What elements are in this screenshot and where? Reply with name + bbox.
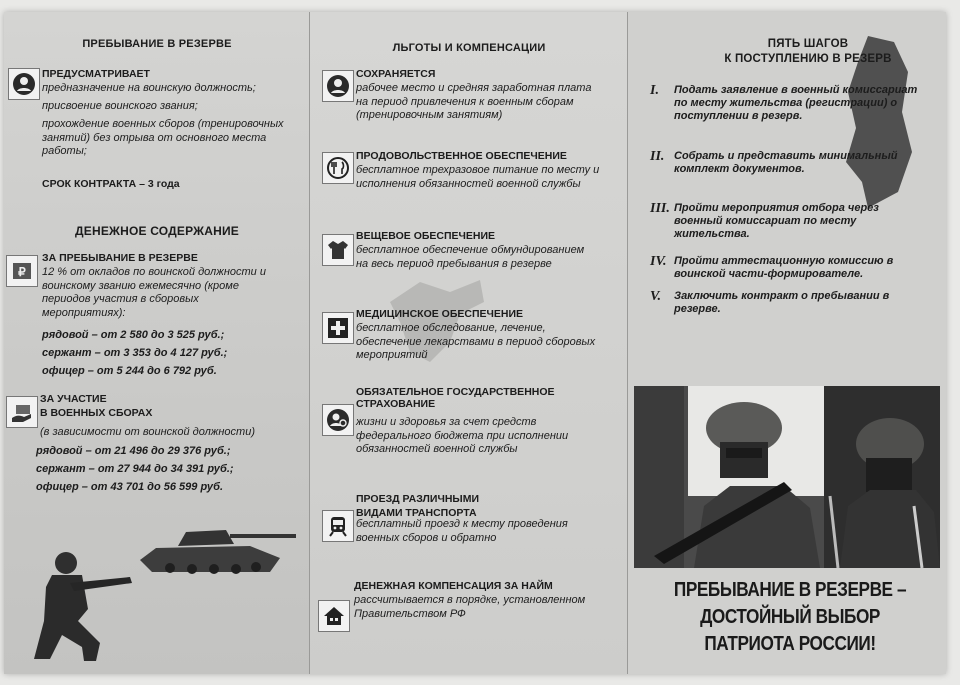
step-item <box>650 290 930 316</box>
provides-line: присвоение воинского звания; <box>42 100 198 112</box>
slogan-line: ПРЕБЫВАНИЕ В РЕЗЕРВЕ – <box>673 579 907 601</box>
step-item <box>650 150 930 176</box>
step-item <box>650 202 930 241</box>
leaflet-sheet <box>4 12 946 674</box>
benefit-heading: ПРОЕЗД РАЗЛИЧНЫМИ ВИДАМИ ТРАНСПОРТА <box>356 493 479 519</box>
medical-cross-icon <box>322 312 354 344</box>
benefits-title: ЛЬГОТЫ И КОМПЕНСАЦИИ <box>392 42 546 54</box>
benefit-text: бесплатный проезд к месту проведения военных сборов и обратно <box>356 518 568 544</box>
benefit-text: бесплатное трехразовое питание по месту и исполнения обязанностей военной службы <box>356 164 600 190</box>
reserve-pay-text: 12 % от окладов по воинской должности и воинскому званию ежемесячно (кроме периодов участия в сборовых мероприятиях): <box>42 266 266 319</box>
person-icon <box>322 70 354 102</box>
svg-text:₽: ₽ <box>18 265 26 279</box>
money-icon <box>6 255 38 287</box>
benefit-heading: ОБЯЗАТЕЛЬНОЕ ГОСУДАРСТВЕННОЕ СТРАХОВАНИЕ <box>356 386 555 410</box>
pay-title: ДЕНЕЖНОЕ СОДЕРЖАНИЕ <box>75 224 239 238</box>
benefit-heading: ПРОДОВОЛЬСТВЕННОЕ ОБЕСПЕЧЕНИЕ <box>356 150 567 162</box>
insurance-icon <box>322 404 354 436</box>
benefit-heading: ВЕЩЕВОЕ ОБЕСПЕЧЕНИЕ <box>356 230 496 242</box>
step-text: Пройти аттестационную комиссию в воинской части-формирователе. <box>674 255 894 280</box>
price-line: офицер – от 43 701 до 56 599 руб. <box>36 481 224 493</box>
cash-hand-icon <box>6 396 38 428</box>
contract-term: СРОК КОНТРАКТА – 3 года <box>42 178 180 190</box>
price-line: сержант – от 27 944 до 34 391 руб.; <box>36 463 234 475</box>
step-text: Пройти мероприятия отбора через военный комиссариат по месту жительства. <box>674 202 879 240</box>
training-heading: ЗА УЧАСТИЕ <box>40 393 107 405</box>
step-number: V. <box>650 289 662 304</box>
soldiers-photo <box>634 386 940 568</box>
price-line: рядовой – от 21 496 до 29 376 руб.; <box>36 445 231 457</box>
reserve-title: ПРЕБЫВАНИЕ В РЕЗЕРВЕ <box>82 38 232 50</box>
uniform-icon <box>322 234 354 266</box>
steps-title: ПЯТЬ ШАГОВ <box>767 38 849 50</box>
slogan-line: ДОСТОЙНЫЙ ВЫБОР <box>700 606 880 628</box>
benefit-text: рабочее место и средняя заработная плата на период привлечения к военным сборам (тренировочным занятиям) <box>356 82 592 121</box>
price-line: сержант – от 3 353 до 4 127 руб.; <box>42 347 228 359</box>
steps-title: К ПОСТУПЛЕНИЮ В РЕЗЕРВ <box>724 53 892 65</box>
training-note: (в зависимости от воинской должности) <box>40 426 255 438</box>
step-number: I. <box>650 83 659 98</box>
benefit-text: бесплатное обеспечение обмундированием на весь период пребывания в резерве <box>356 244 585 270</box>
benefit-heading: ДЕНЕЖНАЯ КОМПЕНСАЦИЯ ЗА НАЙМ <box>354 580 553 592</box>
step-text: Собрать и представить минимальный комплект документов. <box>674 150 898 175</box>
slogan-line: ПАТРИОТА РОССИИ! <box>704 633 876 655</box>
provides-heading: ПРЕДУСМАТРИВАЕТ <box>42 68 150 80</box>
step-text: Заключить контракт о пребывании в резерве. <box>674 290 890 315</box>
benefit-text: бесплатное обследование, лечение, обеспечение лекарствами в период сборовых мероприятий <box>356 322 596 361</box>
step-number: III. <box>650 201 670 216</box>
steps-panel <box>628 12 946 674</box>
price-line: рядовой – от 2 580 до 3 525 руб.; <box>42 329 225 341</box>
step-text: Подать заявление в военный комиссариат по месту жительства (регистрации) о поступлении в резерв. <box>674 84 918 122</box>
tank-silhouette <box>130 512 300 582</box>
provides-line: предназначение на воинскую должность; <box>42 82 256 94</box>
benefit-heading: МЕДИЦИНСКОЕ ОБЕСПЕЧЕНИЕ <box>356 308 524 320</box>
benefit-heading: СОХРАНЯЕТСЯ <box>356 68 436 80</box>
food-icon <box>322 152 354 184</box>
step-item <box>650 84 930 123</box>
soldier-avatar-icon <box>8 68 40 100</box>
step-item <box>650 255 930 281</box>
training-heading: В ВОЕННЫХ СБОРАХ <box>40 407 153 419</box>
reserve-panel <box>4 12 310 674</box>
benefits-panel <box>310 12 628 674</box>
step-number: II. <box>650 149 665 164</box>
house-icon <box>318 600 350 632</box>
benefit-text: жизни и здоровья за счет средств федерального бюджета при исполнении обязанностей военной службы <box>356 416 569 455</box>
provides-line: прохождение военных сборов (тренировочных занятий) без отрыва от основного места работы; <box>42 118 284 157</box>
step-number: IV. <box>650 254 667 269</box>
reserve-pay-heading: ЗА ПРЕБЫВАНИЕ В РЕЗЕРВЕ <box>42 252 198 264</box>
train-icon <box>322 510 354 542</box>
price-line: офицер – от 5 244 до 6 792 руб. <box>42 365 217 377</box>
benefit-text: рассчитывается в порядке, установленном Правительством РФ <box>354 594 586 620</box>
soldier-silhouette <box>30 547 140 667</box>
